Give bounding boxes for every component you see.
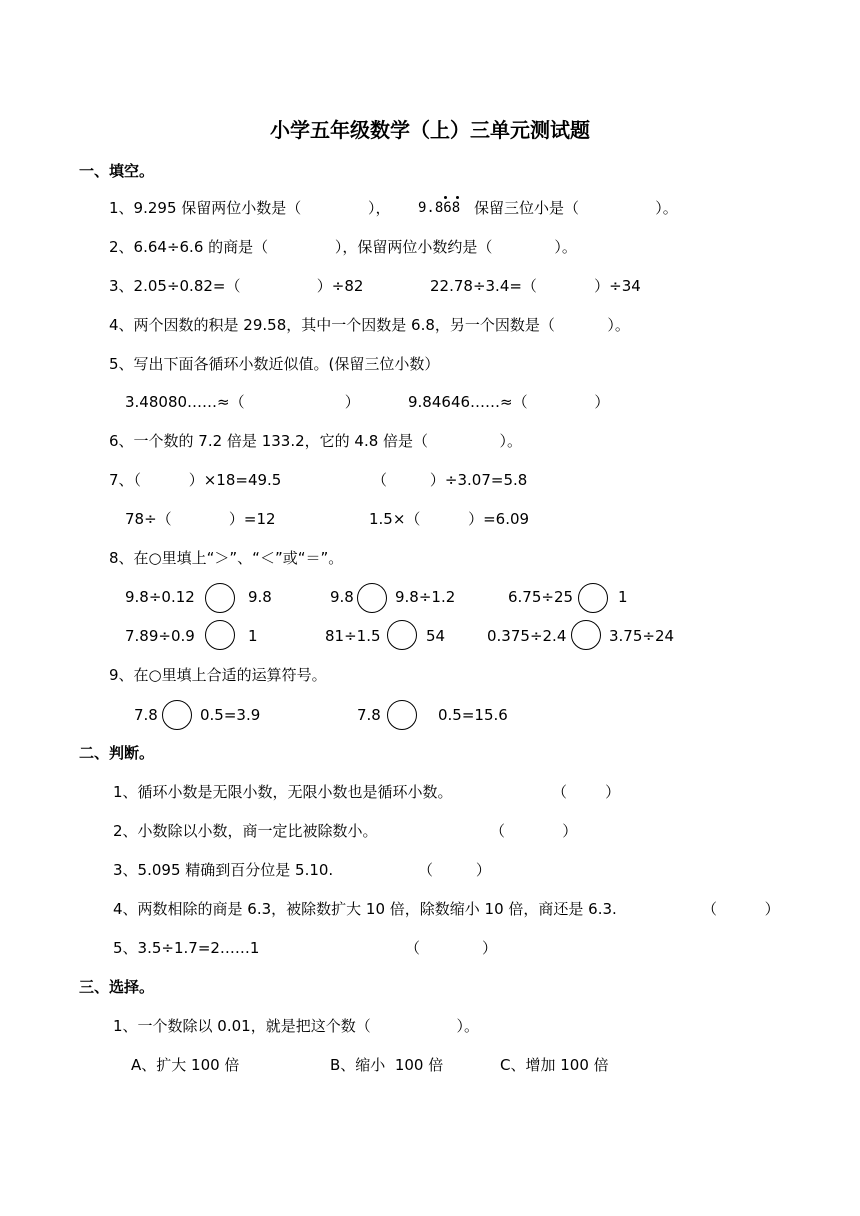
operator-right: 0.5=3.9 — [200, 706, 261, 724]
judge-item: 5、3.5÷1.7=2……1 — [113, 939, 260, 957]
judge-blank[interactable]: （ ） — [490, 822, 578, 840]
compare-circle[interactable] — [205, 620, 235, 650]
fill-q1-part1: 1、9.295 保留两位小数是（ ）， — [109, 199, 391, 217]
fill-q7-c: 78÷（ ）=12 — [125, 510, 276, 528]
fill-q7-d: 1.5×（ ）=6.09 — [369, 510, 530, 528]
compare-circle[interactable] — [357, 583, 387, 613]
judge-item: 2、小数除以小数，商一定比被除数小。 — [113, 822, 378, 840]
compare-circle[interactable] — [205, 583, 235, 613]
fill-q3-right: 22.78÷3.4=（ ）÷34 — [430, 277, 641, 295]
choice-option-a[interactable]: A、扩大 100 倍 — [131, 1056, 240, 1074]
repeating-decimal-value: 9.868 — [418, 200, 461, 216]
compare-right: 3.75÷24 — [609, 627, 675, 645]
fill-q5-item-a: 3.48080……≈（ ） — [125, 393, 360, 411]
section-heading-judge: 二、判断。 — [79, 744, 155, 762]
fill-q7-a: 7、（ ）×18=49.5 — [109, 471, 282, 489]
section-heading-choice: 三、选择。 — [79, 978, 155, 996]
operator-right: 0.5=15.6 — [438, 706, 508, 724]
operator-circle[interactable] — [162, 700, 192, 730]
compare-circle[interactable] — [578, 583, 608, 613]
fill-q5-item-b: 9.84646……≈（ ） — [408, 393, 610, 411]
operator-left: 7.8 — [134, 706, 158, 724]
compare-circle[interactable] — [571, 620, 601, 650]
judge-item: 4、两数相除的商是 6.3，被除数扩大 10 倍，除数缩小 10 倍，商还是 6.3. — [113, 900, 617, 918]
compare-circle[interactable] — [387, 620, 417, 650]
compare-left: 7.89÷0.9 — [125, 627, 195, 645]
fill-q1-part2: 保留三位小是（ ）。 — [474, 199, 678, 217]
section-heading-fill: 一、填空。 — [79, 162, 155, 180]
fill-q3-left: 3、2.05÷0.82=（ ）÷82 — [109, 277, 364, 295]
judge-blank[interactable]: （ ） — [418, 861, 491, 879]
compare-left: 81÷1.5 — [325, 627, 381, 645]
compare-right: 1 — [618, 588, 628, 606]
judge-blank[interactable]: （ ） — [552, 783, 621, 801]
judge-blank[interactable]: （ ） — [702, 900, 780, 918]
judge-blank[interactable]: （ ） — [405, 939, 497, 957]
compare-right: 9.8 — [248, 588, 272, 606]
compare-right: 54 — [426, 627, 446, 645]
fill-q9: 9、在○里填上合适的运算符号。 — [109, 666, 327, 684]
judge-item: 1、循环小数是无限小数，无限小数也是循环小数。 — [113, 783, 453, 801]
repeating-decimal — [418, 193, 468, 219]
fill-q6: 6、一个数的 7.2 倍是 133.2，它的 4.8 倍是（ ）。 — [109, 432, 523, 450]
choice-option-c[interactable]: C、增加 100 倍 — [500, 1056, 609, 1074]
fill-q4: 4、两个因数的积是 29.58，其中一个因数是 6.8，另一个因数是（ ）。 — [109, 316, 630, 334]
fill-q7-b: （ ）÷3.07=5.8 — [372, 471, 528, 489]
page-title: 小学五年级数学（上）三单元测试题 — [270, 118, 590, 142]
fill-q8: 8、在○里填上“＞”、“＜”或“＝”。 — [109, 549, 344, 567]
choice-q1: 1、一个数除以 0.01，就是把这个数（ ）。 — [113, 1017, 480, 1035]
fill-q2: 2、6.64÷6.6 的商是（ ），保留两位小数约是（ ）。 — [109, 238, 577, 256]
compare-right: 1 — [248, 627, 258, 645]
operator-circle[interactable] — [387, 700, 417, 730]
compare-left: 9.8÷0.12 — [125, 588, 195, 606]
compare-left: 0.375÷2.4 — [487, 627, 567, 645]
judge-item: 3、5.095 精确到百分位是 5.10. — [113, 861, 334, 879]
compare-left: 6.75÷25 — [508, 588, 574, 606]
compare-right: 9.8÷1.2 — [395, 588, 456, 606]
fill-q5: 5、写出下面各循环小数近似值。(保留三位小数） — [109, 355, 440, 373]
choice-option-b[interactable]: B、缩小 100 倍 — [330, 1056, 444, 1074]
compare-left: 9.8 — [330, 588, 354, 606]
operator-left: 7.8 — [357, 706, 381, 724]
